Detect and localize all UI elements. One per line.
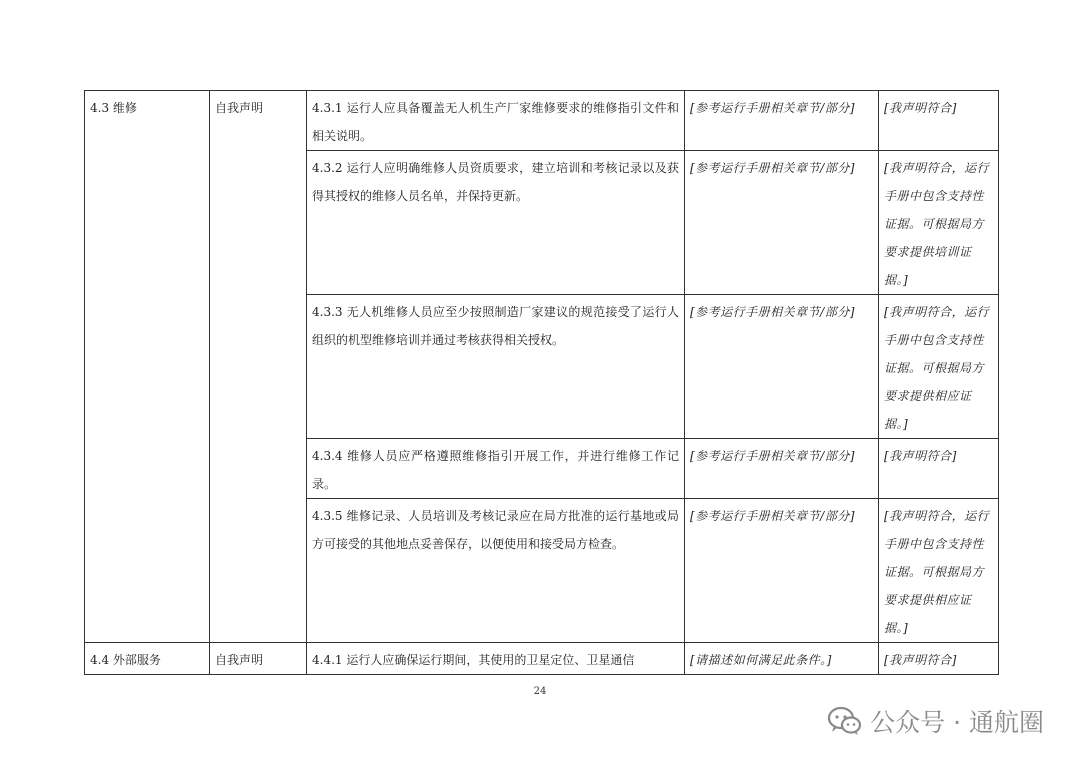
statement-cell: [我声明符合，运行手册中包含支持性证据。可根据局方要求提供相应证据。]	[879, 499, 999, 643]
statement-cell: [我声明符合]	[879, 91, 999, 151]
requirement-cell: 4.4.1 运行人应确保运行期间，其使用的卫星定位、卫星通信	[307, 643, 685, 675]
reference-cell: [参考运行手册相关章节/部分]	[685, 439, 879, 499]
statement-cell: [我声明符合，运行手册中包含支持性证据。可根据局方要求提供培训证据。]	[879, 151, 999, 295]
reference-cell: [参考运行手册相关章节/部分]	[685, 151, 879, 295]
watermark-text: 公众号 · 通航圈	[870, 708, 1044, 737]
reference-cell: [参考运行手册相关章节/部分]	[685, 295, 879, 439]
requirement-cell: 4.3.4 维修人员应严格遵照维修指引开展工作，并进行维修工作记录。	[307, 439, 685, 499]
requirement-cell: 4.3.2 运行人应明确维修人员资质要求，建立培训和考核记录以及获得其授权的维修人员名单，并保持更新。	[307, 151, 685, 295]
table-row	[85, 91, 999, 151]
section-cell: 4.3 维修	[85, 91, 210, 643]
reference-cell: [请描述如何满足此条件。]	[685, 643, 879, 675]
requirement-cell: 4.3.5 维修记录、人员培训及考核记录应在局方批准的运行基地或局方可接受的其他地点妥善保存，以便使用和接受局方检查。	[307, 499, 685, 643]
reference-cell: [参考运行手册相关章节/部分]	[685, 499, 879, 643]
type-cell: 自我声明	[210, 643, 307, 675]
reference-cell: [参考运行手册相关章节/部分]	[685, 91, 879, 151]
wechat-icon	[828, 706, 862, 736]
statement-cell: [我声明符合]	[879, 643, 999, 675]
table-row	[85, 643, 999, 675]
requirement-cell: 4.3.1 运行人应具备覆盖无人机生产厂家维修要求的维修指引文件和相关说明。	[307, 91, 685, 151]
watermark	[828, 703, 1044, 739]
type-cell: 自我声明	[210, 91, 307, 643]
page-number: 24	[533, 686, 547, 697]
statement-cell: [我声明符合]	[879, 439, 999, 499]
section-cell: 4.4 外部服务	[85, 643, 210, 675]
statement-cell: [我声明符合，运行手册中包含支持性证据。可根据局方要求提供相应证据。]	[879, 295, 999, 439]
requirement-cell: 4.3.3 无人机维修人员应至少按照制造厂家建议的规范接受了运行人组织的机型维修培训并通过考核获得相关授权。	[307, 295, 685, 439]
compliance-table	[84, 90, 999, 675]
